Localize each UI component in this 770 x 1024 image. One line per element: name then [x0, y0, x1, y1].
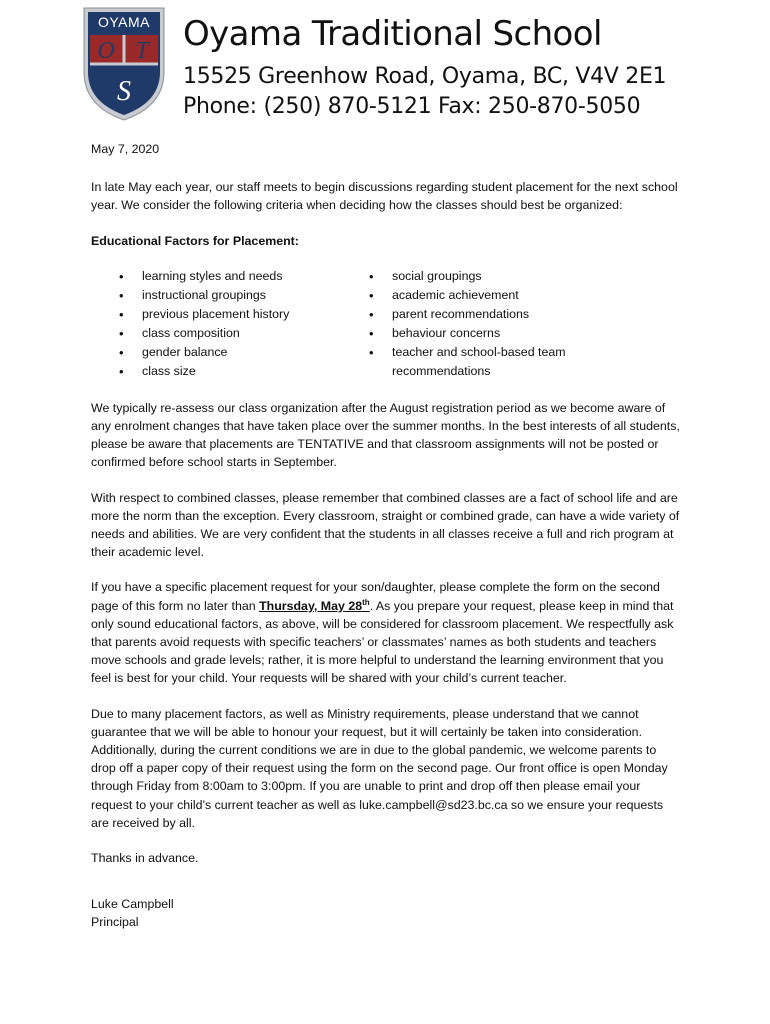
request-deadline: [259, 599, 370, 613]
request-text-after: . As you prepare your request, please keep in mind that only sound educational factors, as above, will be considered for classroom placement. We respectfully ask that parents avoid requests with specific teachers’ or classmates’ names as both students and teachers move schools and grade levels; rather, it is more helpful to understand the learning environment that you feel is best for your child. Your requests will be shared with your child’s current teacher.: [91, 598, 674, 686]
crest-letter-s: S: [117, 76, 131, 107]
intro-paragraph: In late May each year, our staff meets to begin discussions regarding student placement for the next school year. We consider the following criteria when deciding how the classes should best be organized:: [91, 180, 678, 213]
school-name: Oyama Traditional School: [183, 14, 602, 54]
factor-item: • social groupings: [341, 267, 661, 286]
thanks-line: Thanks in advance.: [91, 851, 199, 866]
placement-request-paragraph: [91, 578, 683, 687]
factor-item: • class composition: [91, 324, 341, 343]
combined-classes-paragraph: With respect to combined classes, please remember that combined classes are a fact of school life and are more the norm than the exception. Every classroom, straight or combined grade, can have a wide variety of needs and abilities. We are very confident that the students in all classes receive a full and rich program at their academic level.: [91, 490, 680, 560]
request-text-before: If you have a specific placement request for your son/daughter, please complete the form on the second page of this form no later than: [91, 580, 660, 613]
crest-school-name: OYAMA: [97, 14, 151, 30]
factor-item: • previous placement history: [91, 305, 341, 324]
school-address: 15525 Greenhow Road, Oyama, BC, V4V 2E1: [183, 64, 667, 89]
crest-letter-o: O: [97, 38, 115, 64]
pandemic-paragraph: Due to many placement factors, as well as Ministry requirements, please understand that we cannot guarantee that we will be able to honour your request, but it will certainly be taken into consideration. Additionally, during the current conditions we are in due to the global pandemic, we welcome parents to drop off a paper copy of their request using the form on the second page. Our front office is open Monday through Friday from 8:00am to 3:00pm. If you are unable to print and drop off then please email your request to your child's current teacher as well as luke.campbell@sd23.bc.ca so we ensure your requests are received by all.: [91, 706, 668, 830]
letter-date: May 7, 2020: [91, 142, 160, 156]
crest-letter-t: T: [135, 38, 149, 64]
school-crest-logo: [82, 6, 166, 122]
factor-item: • learning styles and needs: [91, 267, 341, 286]
signer-title: Principal: [91, 915, 139, 930]
factor-item: • teacher and school-based team recommendations: [341, 343, 661, 381]
signer-name: Luke Campbell: [91, 897, 174, 912]
reassess-paragraph: We typically re-assess our class organization after the August registration period as we become aware of any enrolment changes that have taken place over the summer months. In the best interests of all students, please be aware that placements are TENTATIVE and that classroom assignments will not be posted or confirmed before school starts in September.: [91, 400, 680, 470]
factor-item: • behaviour concerns: [341, 324, 661, 343]
letter-body: [91, 140, 683, 932]
factor-item: • parent recommendations: [341, 305, 661, 324]
factor-item: • instructional groupings: [91, 286, 341, 305]
school-phone-fax: Phone: (250) 870-5121 Fax: 250-870-5050: [183, 94, 641, 119]
deadline-suffix: th: [362, 597, 370, 607]
factors-heading: Educational Factors for Placement:: [91, 233, 299, 248]
factor-item: • academic achievement: [341, 286, 661, 305]
deadline-date: Thursday, May 28: [259, 598, 363, 613]
factor-item: • gender balance: [91, 343, 341, 362]
factors-list: [91, 267, 683, 381]
factors-left-column: [91, 267, 341, 381]
factor-item: • class size: [91, 362, 341, 381]
factors-right-column: [341, 267, 661, 381]
